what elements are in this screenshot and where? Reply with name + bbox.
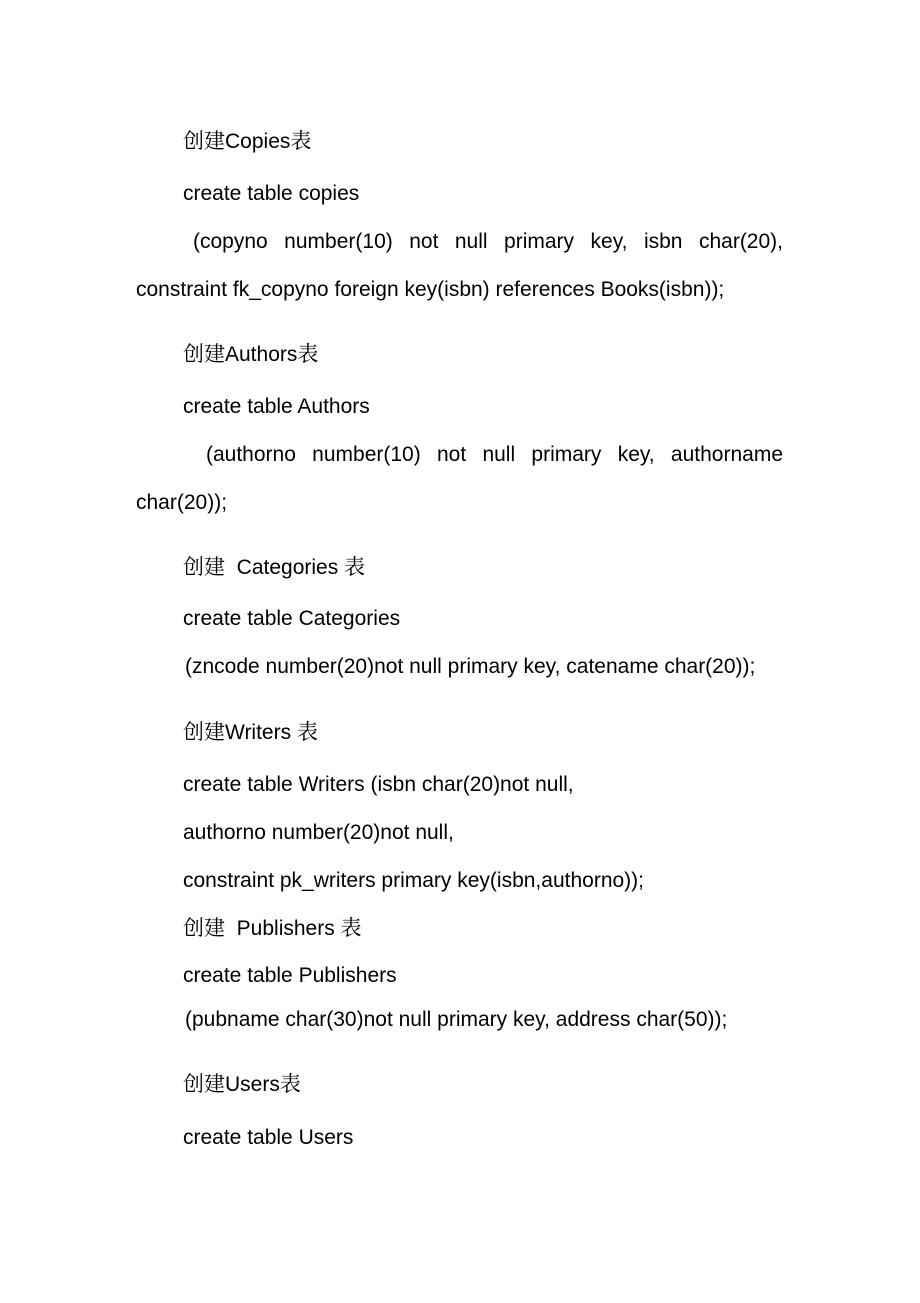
- section-heading-categories: 创建 Categories 表: [183, 556, 366, 579]
- sql-line: (zncode number(20)not null primary key, catename char(20));: [185, 655, 756, 678]
- sql-line: (authorno number(10) not null primary key, authorname: [206, 443, 783, 466]
- sql-line: authorno number(20)not null,: [183, 821, 454, 844]
- section-heading-users: 创建Users表: [183, 1073, 301, 1096]
- sql-line: char(20));: [136, 491, 228, 514]
- sql-line: create table Writers (isbn char(20)not null,: [183, 773, 574, 796]
- sql-line: (pubname char(30)not null primary key, address char(50));: [185, 1008, 728, 1031]
- section-heading-publishers: 创建 Publishers 表: [183, 917, 362, 940]
- sql-line: (copyno number(10) not null primary key, isbn char(20),: [193, 230, 783, 253]
- sql-line: create table Categories: [183, 607, 401, 630]
- sql-line: create table Users: [183, 1126, 354, 1149]
- sql-line: create table copies: [183, 182, 360, 205]
- section-heading-copies: 创建Copies表: [183, 130, 312, 153]
- sql-line: constraint fk_copyno foreign key(isbn) references Books(isbn));: [136, 278, 725, 301]
- section-heading-writers: 创建Writers 表: [183, 721, 318, 744]
- section-heading-authors: 创建Authors表: [183, 343, 319, 366]
- sql-line: create table Authors: [183, 395, 370, 418]
- sql-line: constraint pk_writers primary key(isbn,authorno));: [183, 869, 644, 892]
- sql-line: create table Publishers: [183, 964, 397, 987]
